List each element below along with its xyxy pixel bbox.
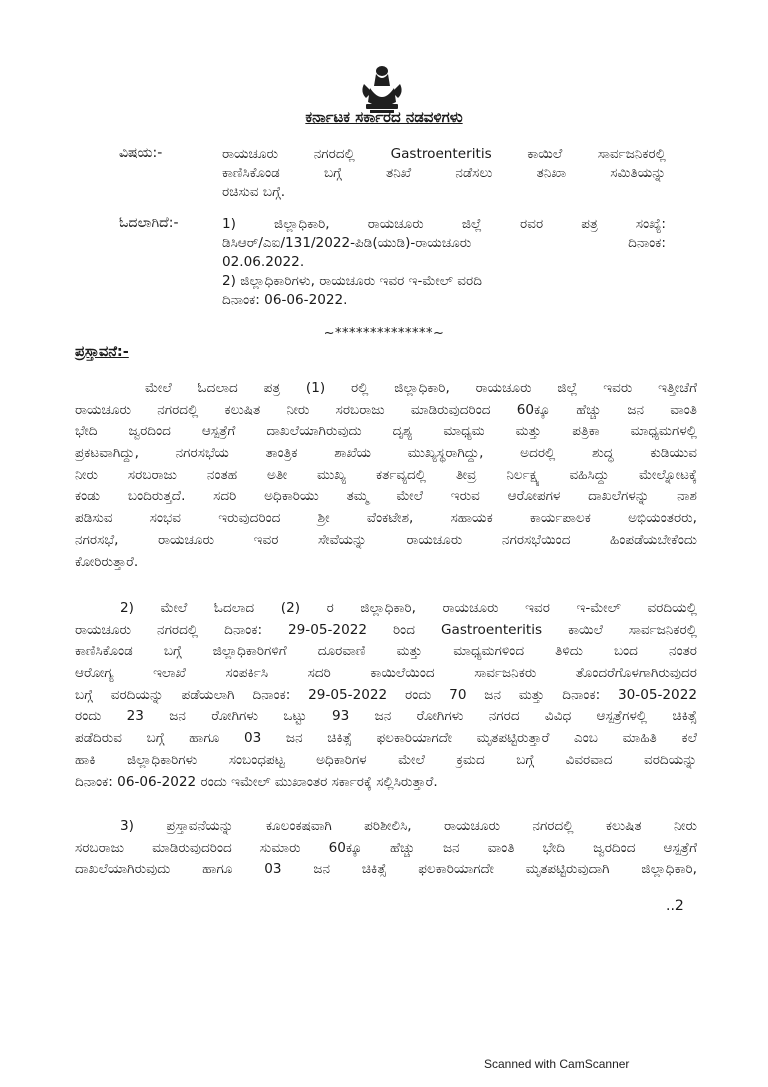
reference-line: ಡಿಸಿಆರ್/ಎಐ/131/2022-ಪಿಡಿ(ಯುಡಿ)-ರಾಯಚೂರು ದಿನಾಂಕ: (222, 235, 666, 251)
reference-line: 02.06.2022. (222, 254, 305, 270)
scanner-watermark: Scanned with CamScanner (484, 1057, 630, 1071)
paragraph-line: ಮೇಲೆ ಓದಲಾದ ಪತ್ರ (1) ರಲ್ಲಿ ಜಿಲ್ಲಾಧಿಕಾರಿ, ರಾಯಚೂರು ಜಿಲ್ಲೆ ಇವರು ಇತ್ತೀಚೆಗೆ (145, 380, 697, 396)
paragraph-2 (75, 598, 697, 793)
references-label: ಓದಲಾಗಿದೆ:- (119, 215, 179, 231)
paragraph-line: ರಾಯಚೂರು ನಗರದಲ್ಲಿ ಕಲುಷಿತ ನೀರು ಸರಬರಾಜು ಮಾಡಿರುವುದರಿಂದ 60ಕ್ಕೂ ಹೆಚ್ಚು ಜನ ವಾಂತಿ (75, 401, 697, 418)
paragraph-line: ರಾಯಚೂರು ನಗರದಲ್ಲಿ ದಿನಾಂಕ: 29-05-2022 ರಿಂದ Gastroenteritis ಕಾಯಿಲೆ ಸಾರ್ವಜನಿಕರಲ್ಲಿ (75, 621, 697, 638)
paragraph-line: ಪ್ರಕಟವಾಗಿದ್ದು, ನಗರಸಭೆಯ ತಾಂತ್ರಿಕ ಶಾಖೆಯ ಮುಖ್ಯಸ್ಥರಾಗಿದ್ದು, ಅದರಲ್ಲಿ ಶುದ್ಧ ಕುಡಿಯುವ (75, 445, 697, 462)
paragraph-line: ಕಾಣಿಸಿಕೊಂಡ ಬಗ್ಗೆ ಜಿಲ್ಲಾಧಿಕಾರಿಗಳಿಗೆ ದೂರವಾಣಿ ಮತ್ತು ಮಾಧ್ಯಮಗಳಿಂದ ತಿಳಿದು ಬಂದ ನಂತರ (75, 643, 697, 660)
paragraph-line: ಭೇದಿ ಜ್ವರದಿಂದ ಆಸ್ಪತ್ರೆಗೆ ದಾಖಲೆಯಾಗಿರುವುದು ದೃಶ್ಯ ಮಾಧ್ಯಮ ಮತ್ತು ಪತ್ರಿಕಾ ಮಾಧ್ಯಮಗಳಲ್ಲಿ (75, 423, 697, 440)
paragraph-line: ಆರೋಗ್ಯ ಇಲಾಖೆ ಸಂಪರ್ಕಿಸಿ ಸದರಿ ಕಾಯಿಲೆಯಿಂದ ಸಾರ್ವಜನಿಕರು ತೊಂದರೆಗೊಳಗಾಗಿರುವುದರ (75, 665, 697, 682)
page-number: ..2 (666, 898, 684, 914)
reference-line: 2) ಜಿಲ್ಲಾಧಿಕಾರಿಗಳು, ರಾಯಚೂರು ಇವರ ಇ-ಮೇಲ್ ವರದಿ (222, 273, 482, 289)
document-heading: ಕರ್ನಾಟಕ ಸರ್ಕಾರದ ನಡವಳಿಗಳು (305, 108, 463, 126)
paragraph-line: ರಂದು 23 ಜನ ರೋಗಿಗಳು ಒಟ್ಟು 93 ಜನ ರೋಗಿಗಳು ನಗರದ ವಿವಿಧ ಆಸ್ಪತ್ರೆಗಳಲ್ಲಿ ಚಿಕಿತ್ಸೆ (75, 708, 697, 725)
subject-label: ವಿಷಯ:- (119, 145, 163, 161)
paragraph-1 (75, 378, 697, 573)
subject-line: ಕಾಣಿಸಿಕೊಂಡ ಬಗ್ಗೆ ತನಿಖೆ ನಡೆಸಲು ತನಿಖಾ ಸಮಿತಿಯನ್ನು (222, 165, 666, 181)
paragraph-line: ಪಡೆದಿರುವ ಬಗ್ಗೆ ಹಾಗೂ 03 ಜನ ಚಿಕಿತ್ಸೆ ಫಲಕಾರಿಯಾಗದೇ ಮೃತಪಟ್ಟಿರುತ್ತಾರೆ ಎಂಬ ಮಾಹಿತಿ ಕಲೆ (75, 730, 697, 747)
paragraph-line: ಸರಬರಾಜು ಮಾಡಿರುವುದರಿಂದ ಸುಮಾರು 60ಕ್ಕೂ ಹೆಚ್ಚು ಜನ ವಾಂತಿ ಭೇದಿ ಜ್ವರದಿಂದ ಆಸ್ಪತ್ರೆಗೆ (75, 839, 697, 856)
reference-line: 1) ಜಿಲ್ಲಾಧಿಕಾರಿ, ರಾಯಚೂರು ಜಿಲ್ಲೆ ರವರ ಪತ್ರ ಸಂಖ್ಯೆ: (222, 216, 666, 232)
paragraph-line: ದಾಖಲೆಯಾಗಿರುವುದು ಹಾಗೂ 03 ಜನ ಚಿಕಿತ್ಸೆ ಫಲಕಾರಿಯಾಗದೇ ಮೃತಪಟ್ಟಿರುವುದಾಗಿ ಜಿಲ್ಲಾಧಿಕಾರಿ, (75, 861, 697, 878)
paragraph-line: 2) ಮೇಲೆ ಓದಲಾದ (2) ರ ಜಿಲ್ಲಾಧಿಕಾರಿ, ರಾಯಚೂರು ಇವರ ಇ-ಮೇಲ್ ವರದಿಯಲ್ಲಿ (120, 600, 697, 616)
paragraph-3 (75, 816, 697, 881)
references-text (222, 215, 666, 310)
paragraph-line: ನಗರಸಭೆ, ರಾಯಚೂರು ಇವರ ಸೇವೆಯನ್ನು ರಾಯಚೂರು ನಗರಸಭೆಯಿಂದ ಹಿಂಪಡೆಯಬೇಕೆಂದು (75, 531, 697, 548)
preamble-heading: ಪ್ರಸ್ತಾವನೆ:- (75, 344, 129, 360)
subject-line: ರಚಿಸುವ ಬಗ್ಗೆ. (222, 184, 286, 200)
paragraph-line: ದಿನಾಂಕ: 06-06-2022 ರಂದು ಇಮೇಲ್ ಮುಖಾಂತರ ಸರ್ಕಾರಕ್ಕೆ ಸಲ್ಲಿಸಿರುತ್ತಾರೆ. (75, 773, 438, 790)
reference-line: ದಿನಾಂಕ: 06-06-2022. (222, 292, 348, 308)
subject-line: ರಾಯಚೂರು ನಗರದಲ್ಲಿ Gastroenteritis ಕಾಯಿಲೆ ಸಾರ್ವಜನಿಕರಲ್ಲಿ (222, 146, 666, 162)
section-separator: ~**************~ (323, 326, 445, 341)
paragraph-line: ಬಗ್ಗೆ ವರದಿಯನ್ನು ಪಡೆಯಲಾಗಿ ದಿನಾಂಕ: 29-05-2022 ರಂದು 70 ಜನ ಮತ್ತು ದಿನಾಂಕ: 30-05-2022 (75, 686, 697, 703)
paragraph-line: ಹಾಕಿ ಜಿಲ್ಲಾಧಿಕಾರಿಗಳು ಸಂಬಂಧಪಟ್ಟ ಅಧಿಕಾರಿಗಳ ಮೇಲೆ ಕ್ರಮದ ಬಗ್ಗೆ ವಿವರವಾದ ವರದಿಯನ್ನು (75, 751, 697, 768)
paragraph-line: ಕೋರಿರುತ್ತಾರೆ. (75, 553, 139, 570)
subject-text (222, 145, 666, 202)
paragraph-line: ನೀರು ಸರಬರಾಜು ನಂತಹ ಅತೀ ಮುಖ್ಯ ಕರ್ತವ್ಯದಲ್ಲಿ ತೀವ್ರ ನಿರ್ಲಕ್ಷ್ಯ ವಹಿಸಿದ್ದು ಮೇಲ್ನೋಟಕ್ಕೆ (75, 466, 697, 483)
paragraph-line: ಪಡಿಸುವ ಸಂಭವ ಇರುವುದರಿಂದ ಶ್ರೀ ವೆಂಕಟೇಶ, ಸಹಾಯಕ ಕಾರ್ಯಪಾಲಕ ಅಭಿಯಂತರರು, (75, 510, 697, 527)
paragraph-line: 3) ಪ್ರಸ್ತಾವನೆಯನ್ನು ಕೂಲಂಕಷವಾಗಿ ಪರಿಶೀಲಿಸಿ, ರಾಯಚೂರು ನಗರದಲ್ಲಿ ಕಲುಷಿತ ನೀರು (120, 818, 697, 834)
paragraph-line: ಕಂಡು ಬಂದಿರುತ್ತದೆ. ಸದರಿ ಅಧಿಕಾರಿಯು ತಮ್ಮ ಮೇಲೆ ಇರುವ ಆರೋಪಗಳ ದಾಖಲೆಗಳನ್ನು ನಾಶ (75, 488, 697, 505)
